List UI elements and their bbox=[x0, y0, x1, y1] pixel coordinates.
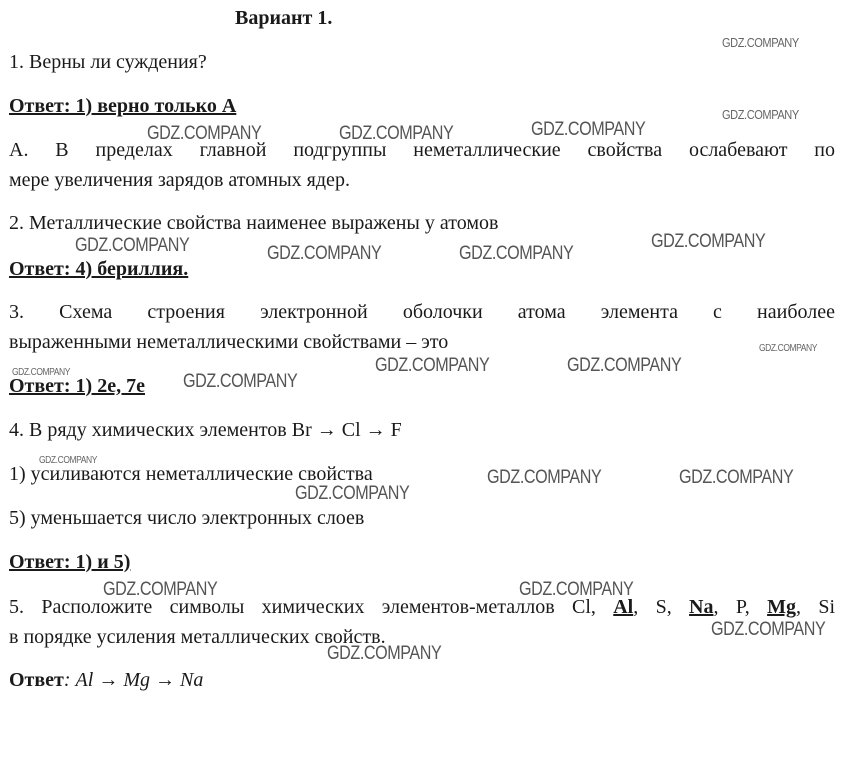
watermark: GDZ.COMPANY bbox=[327, 643, 442, 664]
watermark: GDZ.COMPANY bbox=[487, 467, 602, 488]
watermark: GDZ.COMPANY bbox=[267, 243, 382, 264]
question-4-option-1: 1) усиливаются неметаллические свойства bbox=[9, 463, 373, 485]
separator: , S, bbox=[633, 596, 690, 618]
question-3-line2: выраженными неметаллическими свойствами – это bbox=[9, 331, 449, 353]
watermark: GDZ.COMPANY bbox=[679, 467, 794, 488]
watermark: GDZ.COMPANY bbox=[75, 235, 190, 256]
separator: , Si bbox=[795, 596, 836, 618]
watermark: GDZ.COMPANY bbox=[147, 123, 262, 144]
watermark: GDZ.COMPANY bbox=[39, 455, 97, 466]
question-1: 1. Верны ли суждения? bbox=[9, 51, 207, 73]
watermark: GDZ.COMPANY bbox=[459, 243, 574, 264]
answer-5 bbox=[9, 670, 203, 690]
statement-a-line2: мере увеличения зарядов атомных ядер. bbox=[9, 169, 350, 191]
watermark: GDZ.COMPANY bbox=[759, 343, 817, 354]
element-al: Al bbox=[613, 596, 634, 618]
question-5-line2: в порядке усиления металлических свойств. bbox=[9, 626, 386, 648]
watermark: GDZ.COMPANY bbox=[103, 579, 218, 600]
watermark: GDZ.COMPANY bbox=[722, 107, 799, 122]
question-4: 4. В ряду химических элементов Br → Cl → F bbox=[9, 419, 402, 441]
answer-5-label: Ответ bbox=[9, 669, 64, 691]
watermark: GDZ.COMPANY bbox=[531, 119, 646, 140]
answer-5-value: : Al → Mg → Na bbox=[63, 669, 204, 691]
watermark: GDZ.COMPANY bbox=[651, 231, 766, 252]
watermark: GDZ.COMPANY bbox=[711, 619, 826, 640]
question-5-prefix: 5. Расположите символы химических элементов-металлов Cl, bbox=[9, 596, 614, 618]
element-mg: Mg bbox=[767, 596, 796, 618]
watermark: GDZ.COMPANY bbox=[339, 123, 454, 144]
watermark: GDZ.COMPANY bbox=[12, 367, 70, 378]
question-4-option-5: 5) уменьшается число электронных слоев bbox=[9, 507, 365, 529]
watermark: GDZ.COMPANY bbox=[295, 483, 410, 504]
watermark: GDZ.COMPANY bbox=[722, 35, 799, 50]
question-3-line1: 3. Схема строения электронной оболочки атома элемента с наиболее bbox=[9, 301, 835, 323]
element-na: Na bbox=[689, 596, 714, 618]
answer-1: Ответ: 1) верно только А bbox=[9, 95, 237, 117]
answer-4: Ответ: 1) и 5) bbox=[9, 551, 131, 573]
answer-2: Ответ: 4) бериллия. bbox=[9, 258, 189, 280]
question-2: 2. Металлические свойства наименее выражены у атомов bbox=[9, 212, 499, 234]
watermark: GDZ.COMPANY bbox=[183, 371, 298, 392]
watermark: GDZ.COMPANY bbox=[519, 579, 634, 600]
statement-a-line1: А. В пределах главной подгруппы неметаллические свойства ослабевают по bbox=[9, 139, 835, 161]
page-title: Вариант 1. bbox=[235, 7, 333, 29]
separator: , P, bbox=[713, 596, 768, 618]
watermark: GDZ.COMPANY bbox=[567, 355, 682, 376]
watermark: GDZ.COMPANY bbox=[375, 355, 490, 376]
answer-3: Ответ: 1) 2е, 7е bbox=[9, 375, 145, 397]
